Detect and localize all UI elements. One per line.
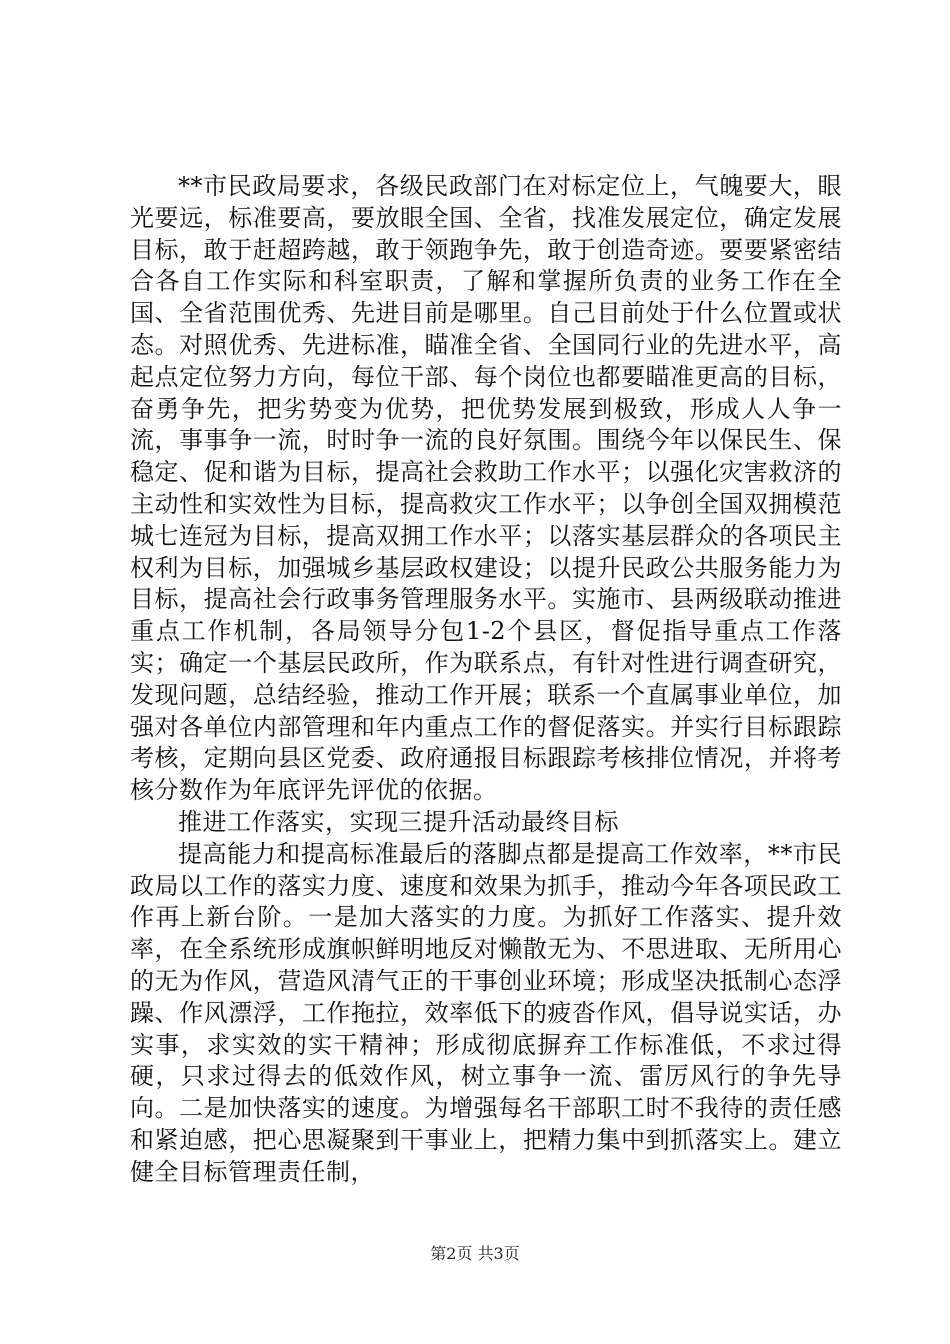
page-number-label: 第2页 共3页 xyxy=(430,1244,520,1263)
body-paragraph-2: 提高能力和提高标准最后的落脚点都是提高工作效率，**市民政局以工作的落实力度、速度和效果为抓手，推动今年各项民政工作再上新台阶。一是加大落实的力度。为抓好工作落实、提升效率，在全系统形成旗帜鲜明地反对懒散无为、不思进取、无所用心的无为作风，营造风清气正的干事创业环境；形成坚决抵制心态浮躁、作风漂浮，工作拖拉，效率低下的疲沓作风，倡导说实话，办实事，求实效的实干精神；形成彻底摒弃工作标准低，不求过得硬，只求过得去的低效作风，树立事争一流、雷厉风行的争先导向。二是加快落实的速度。为增强每名干部职工时不我待的责任感和紧迫感，把心思凝聚到干事业上，把精力集中到抓落实上。建立健全目标管理责任制， xyxy=(130,839,842,1186)
document-body xyxy=(130,171,842,1189)
page-footer xyxy=(0,1243,950,1265)
section-heading: 推进工作落实，实现三提升活动最终目标 xyxy=(178,807,619,836)
body-paragraph-1: **市民政局要求，各级民政部门在对标定位上，气魄要大，眼光要远，标准要高，要放眼全国、全省，找准发展定位，确定发展目标，敢于赶超跨越，敢于领跑争先，敢于创造奇迹。要要紧密结合各自工作实际和科室职责，了解和掌握所负责的业务工作在全国、全省范围优秀、先进目前是哪里。自己目前处于什么位置或状态。对照优秀、先进标准，瞄准全省、全国同行业的先进水平，高起点定位努力方向，每位干部、每个岗位也都要瞄准更高的目标，奋勇争先，把劣势变为优势，把优势发展到极致，形成人人争一流，事事争一流，时时争一流的良好氛围。围绕今年以保民生、保稳定、促和谐为目标，提高社会救助工作水平；以强化灾害救济的主动性和实效性为目标，提高救灾工作水平；以争创全国双拥模范城七连冠为目标，提高双拥工作水平；以落实基层群众的各项民主权利为目标，加强城乡基层政权建设；以提升民政公共服务能力为目标，提高社会行政事务管理服务水平。实施市、县两级联动推进重点工作机制，各局领导分包1-2个县区，督促指导重点工作落实；确定一个基层民政所，作为联系点，有针对性进行调查研究，发现问题，总结经验，推动工作开展；联系一个直属事业单位，加强对各单位内部管理和年内重点工作的督促落实。并实行目标跟踪考核，定期向县区党委、政府通报目标跟踪考核排位情况，并将考核分数作为年底评先评优的依据。 xyxy=(130,172,842,805)
